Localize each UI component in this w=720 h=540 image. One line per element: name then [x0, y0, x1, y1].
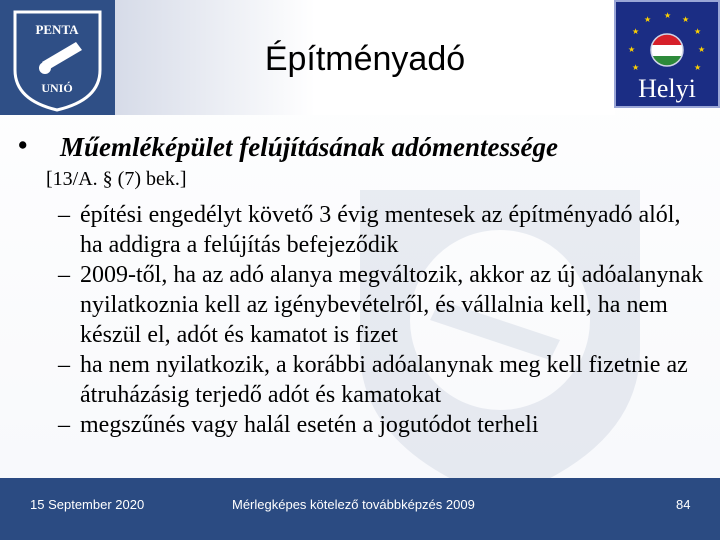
svg-text:★: ★ — [694, 27, 702, 36]
list-item — [58, 410, 708, 440]
bullet-icon: • — [18, 130, 28, 160]
list-item — [58, 200, 708, 260]
hungarian-flag-icon — [651, 34, 683, 67]
page-title: Építményadó — [264, 40, 466, 78]
list-item-text: 2009-től, ha az adó alanya megváltozik, akkor az új adóalanynak nyilatkoznia kell az igénybevételről, és vállalnia kell, ha nem készül el, adót és kamatot is fizet — [80, 262, 704, 348]
helyi-badge — [614, 0, 720, 108]
svg-text:★: ★ — [628, 45, 636, 54]
svg-text:★: ★ — [632, 63, 640, 72]
svg-text:★: ★ — [698, 45, 706, 54]
legal-reference: [13/A. § (7) bek.] — [46, 168, 187, 190]
svg-text:★: ★ — [694, 63, 702, 72]
list-item-text: megszűnés vagy halál esetén a jogutódot terheli — [80, 412, 539, 438]
dash-icon: – — [58, 262, 70, 288]
main-bullet-text: Műemléképület felújításának adómentessége — [60, 132, 558, 162]
dash-icon: – — [58, 352, 70, 378]
svg-text:UNIÓ: UNIÓ — [41, 81, 73, 95]
svg-text:★: ★ — [664, 11, 672, 20]
list-item — [58, 350, 708, 410]
svg-text:PENTA: PENTA — [35, 22, 79, 37]
dash-icon: – — [58, 412, 70, 438]
footer-course: Mérlegképes kötelező továbbképzés 2009 — [232, 497, 475, 512]
dash-icon: – — [58, 202, 70, 228]
list-item-text: ha nem nyilatkozik, a korábbi adóalanynak meg kell fizetnie az átruházásig terjedő adót és kamatokat — [80, 352, 688, 408]
penta-unio-logo — [0, 0, 115, 115]
svg-text:★: ★ — [644, 15, 652, 24]
list-item — [58, 260, 708, 350]
svg-text:★: ★ — [682, 15, 690, 24]
helyi-label: Helyi — [638, 74, 696, 103]
footer-date: 15 September 2020 — [30, 497, 145, 512]
svg-text:★: ★ — [632, 27, 640, 36]
list-item-text: építési engedélyt követő 3 évig mentesek az építményadó alól, ha addigra a felújítás befejeződik — [80, 202, 681, 258]
sub-item-list — [58, 200, 708, 440]
page-number: 84 — [676, 497, 691, 512]
footer-bar — [0, 478, 720, 540]
